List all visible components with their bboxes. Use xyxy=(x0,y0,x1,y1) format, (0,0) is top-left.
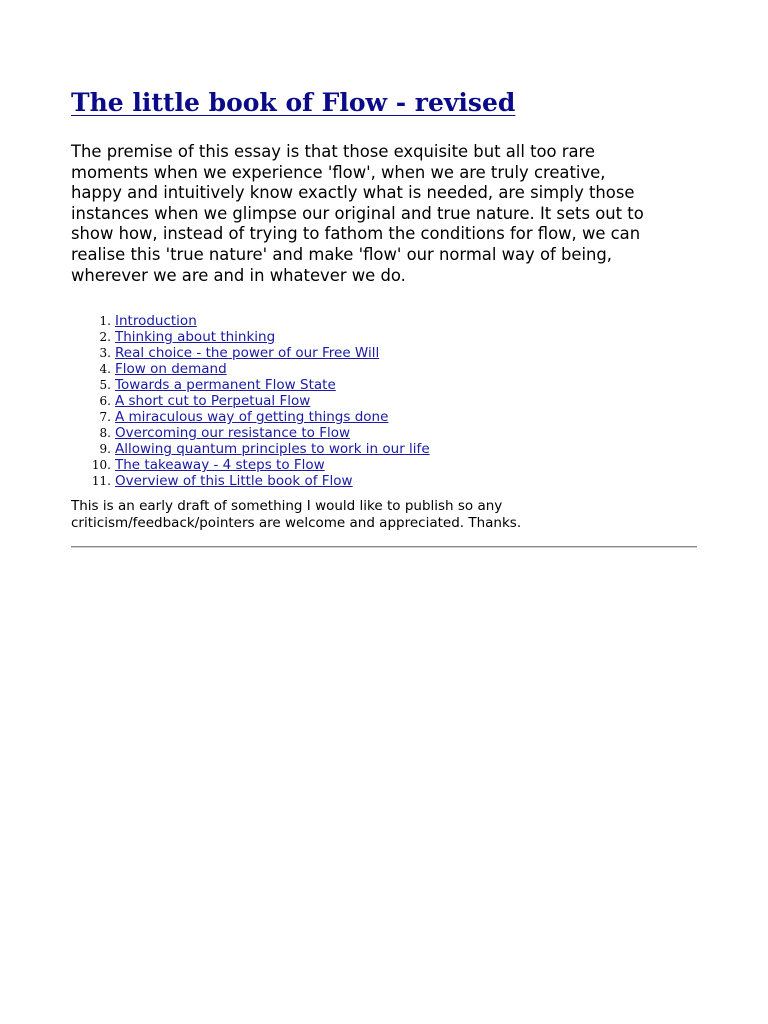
toc-number: 11. xyxy=(91,474,111,488)
toc-number: 5. xyxy=(99,378,111,392)
toc-link-getting-things-done[interactable]: A miraculous way of getting things done xyxy=(115,409,389,425)
draft-note: This is an early draft of something I would like to publish so any criticism/feedback/pointers are welcome and appreciated. Thanks. xyxy=(71,498,522,531)
toc-number: 4. xyxy=(99,362,111,376)
premise-paragraph: The premise of this essay is that those exquisite but all too rare moments when we experience 'flow', when we are truly creative, happy and intuitively know exactly what is needed, are simply those instances when we glimpse our original and true nature. It sets out to show how, instead of trying to fathom the conditions for flow, we can realise this 'true nature' and make 'flow' our normal way of being, wherever we are and in whatever we do. xyxy=(71,142,644,285)
toc-number: 2. xyxy=(99,330,111,344)
toc-number: 8. xyxy=(99,426,111,440)
toc-link-takeaway[interactable]: The takeaway - 4 steps to Flow xyxy=(115,457,325,473)
toc-number: 7. xyxy=(99,410,111,424)
toc-link-permanent-flow-state[interactable]: Towards a permanent Flow State xyxy=(115,377,336,393)
toc-link-flow-on-demand[interactable]: Flow on demand xyxy=(115,361,227,377)
toc-link-introduction[interactable]: Introduction xyxy=(115,313,197,329)
toc-link-quantum-principles[interactable]: Allowing quantum principles to work in our life xyxy=(115,441,430,457)
toc-number: 3. xyxy=(99,346,111,360)
horizontal-rule xyxy=(71,546,697,548)
toc-link-real-choice[interactable]: Real choice - the power of our Free Will xyxy=(115,345,380,361)
toc-link-overcoming-resistance[interactable]: Overcoming our resistance to Flow xyxy=(115,425,351,441)
toc-number: 6. xyxy=(99,394,111,408)
toc-number: 10. xyxy=(91,458,111,472)
toc-link-overview[interactable]: Overview of this Little book of Flow xyxy=(115,473,353,489)
page-title: The little book of Flow - revised xyxy=(71,88,516,117)
toc-link-thinking-about-thinking[interactable]: Thinking about thinking xyxy=(115,329,276,345)
toc-number: 9. xyxy=(99,442,111,456)
toc-link-perpetual-flow[interactable]: A short cut to Perpetual Flow xyxy=(115,393,311,409)
toc-number: 1. xyxy=(99,314,111,328)
